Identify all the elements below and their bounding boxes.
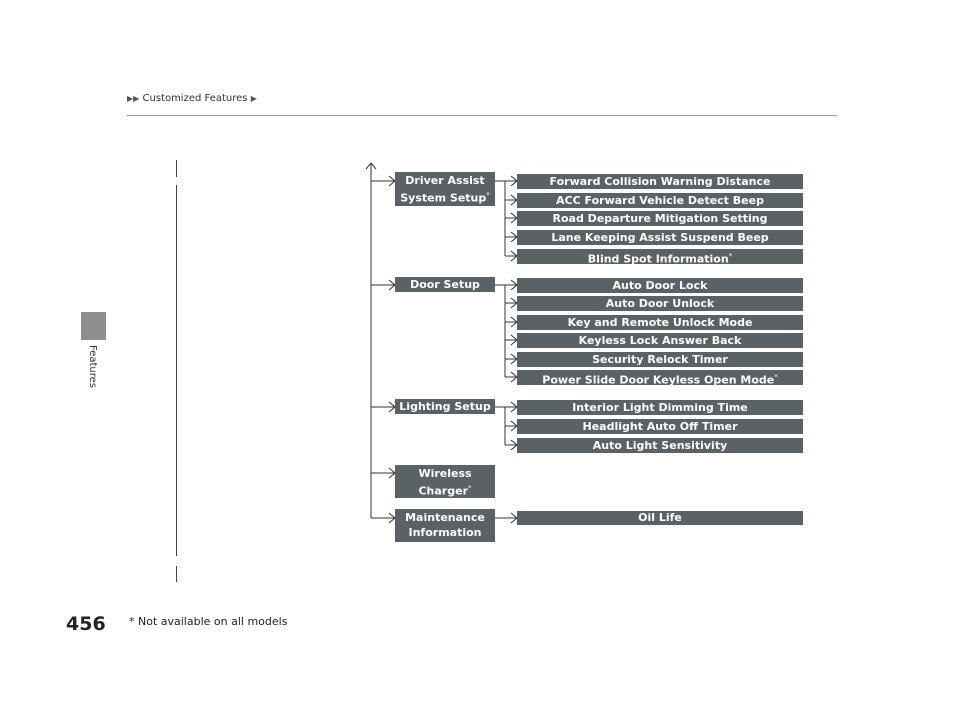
menu-item-label: Lane Keeping Assist Suspend Beep bbox=[551, 231, 769, 244]
section-tab-label: Features bbox=[87, 345, 98, 388]
category-line1: Maintenance bbox=[405, 511, 485, 524]
menu-item-label: Blind Spot Information bbox=[587, 252, 729, 266]
asterisk-mark: * bbox=[728, 252, 733, 260]
menu-item-label: Forward Collision Warning Distance bbox=[549, 175, 771, 188]
menu-item-blind-spot-information bbox=[517, 249, 803, 264]
menu-item-label: Auto Door Lock bbox=[612, 279, 708, 292]
menu-item-label: Interior Light Dimming Time bbox=[572, 401, 748, 414]
category-wireless-charger bbox=[395, 465, 495, 498]
menu-item-road-departure-mitigation-setting bbox=[517, 211, 803, 226]
menu-item-interior-light-dimming-time bbox=[517, 400, 803, 415]
menu-item-label: Security Relock Timer bbox=[592, 353, 728, 366]
category-line2: System Setup bbox=[400, 191, 487, 205]
menu-item-auto-door-lock bbox=[517, 278, 803, 293]
asterisk-mark: * bbox=[774, 373, 778, 381]
menu-item-acc-forward-vehicle-detect-beep bbox=[517, 193, 803, 208]
category-driver-assist-system-setup bbox=[395, 172, 495, 206]
menu-item-forward-collision-warning-distance bbox=[517, 174, 803, 189]
category-line1: Wireless bbox=[418, 467, 472, 480]
asterisk-mark: * bbox=[468, 484, 472, 492]
menu-item-headlight-auto-off-timer bbox=[517, 419, 803, 434]
page-number: 456 bbox=[66, 613, 106, 635]
menu-item-keyless-lock-answer-back bbox=[517, 333, 803, 348]
category-line1: Driver Assist bbox=[405, 174, 485, 187]
menu-item-security-relock-timer bbox=[517, 352, 803, 367]
triangle-right-icon: ▶ bbox=[250, 94, 257, 103]
category-label: Lighting Setup bbox=[399, 400, 491, 413]
menu-item-label: Key and Remote Unlock Mode bbox=[567, 316, 753, 329]
menu-item-label: Road Departure Mitigation Setting bbox=[552, 212, 768, 225]
triangle-right-icon: ▶▶ bbox=[127, 94, 140, 103]
asterisk-mark: * bbox=[486, 191, 490, 199]
category-label: Door Setup bbox=[410, 278, 480, 291]
menu-item-label: ACC Forward Vehicle Detect Beep bbox=[556, 194, 764, 207]
menu-item-auto-light-sensitivity bbox=[517, 438, 803, 453]
category-maintenance-information bbox=[395, 509, 495, 542]
menu-item-label: Power Slide Door Keyless Open Mode bbox=[542, 373, 775, 387]
menu-item-key-and-remote-unlock-mode bbox=[517, 315, 803, 330]
category-door-setup bbox=[395, 277, 495, 292]
menu-item-power-slide-door-keyless-open-mode bbox=[517, 370, 803, 385]
menu-item-lane-keeping-assist-suspend-beep bbox=[517, 230, 803, 245]
menu-item-label: Headlight Auto Off Timer bbox=[582, 420, 738, 433]
menu-item-auto-door-unlock bbox=[517, 296, 803, 311]
footnote: * Not available on all models bbox=[129, 615, 288, 628]
menu-item-label: Keyless Lock Answer Back bbox=[578, 334, 742, 347]
category-lighting-setup bbox=[395, 399, 495, 414]
menu-item-label: Auto Door Unlock bbox=[605, 297, 715, 310]
menu-item-label: Auto Light Sensitivity bbox=[592, 439, 728, 452]
menu-item-oil-life bbox=[517, 511, 803, 525]
category-line2: Charger bbox=[418, 484, 468, 498]
menu-item-label: Oil Life bbox=[638, 511, 682, 524]
category-line2: Information bbox=[408, 526, 482, 539]
breadcrumb-label: Customized Features bbox=[142, 93, 248, 104]
